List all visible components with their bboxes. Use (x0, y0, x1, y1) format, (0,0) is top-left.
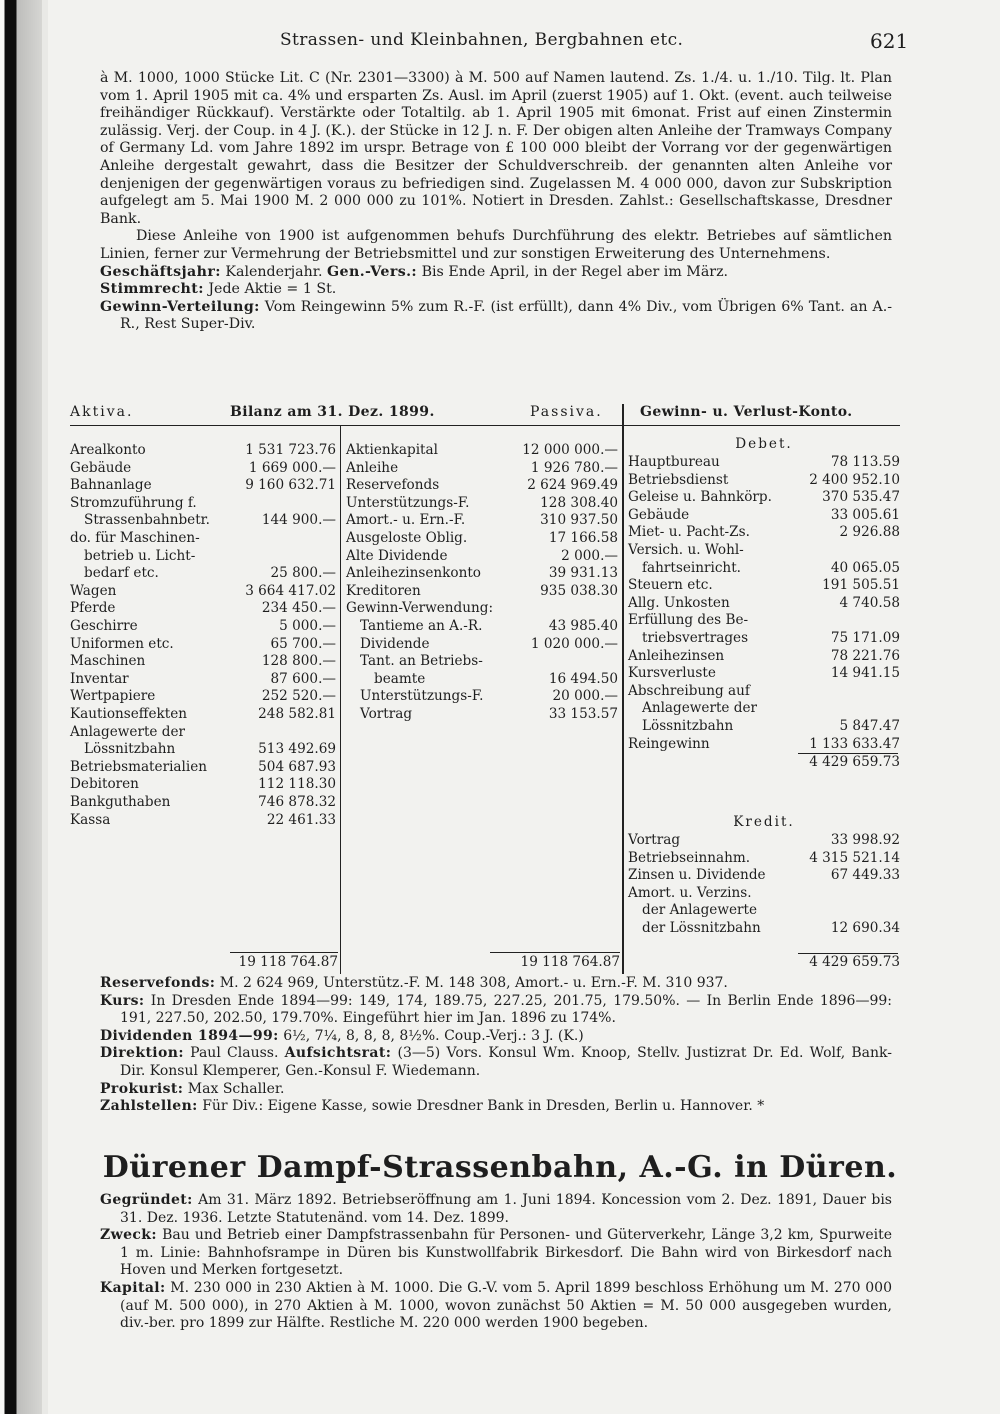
passiva-row (346, 548, 618, 565)
zahlstellen-entry (100, 1098, 892, 1116)
debet-row (628, 560, 900, 577)
aktiva-value: 248 582.81 (258, 706, 336, 722)
passiva-label: Vortrag (360, 706, 413, 722)
company-title: Dürener Dampf-Strassenbahn, A.-G. in Düren. (102, 1150, 898, 1185)
kurs-text: In Dresden Ende 1894—99: 149, 174, 189.75, 227.25, 201.75, 179.50%. — In Berlin Ende 1896—99: 191, 227.50, 202.50, 179.70%. Eingeführt hier im Jan. 1896 zu 174%. (120, 992, 892, 1027)
debet-value: 2 400 952.10 (809, 471, 900, 488)
passiva-label: Alte Dividende (346, 547, 448, 564)
debet-label: Reingewinn (628, 735, 710, 752)
passiva-label: Anleihezinsenkonto (346, 565, 481, 582)
aktiva-row (70, 653, 336, 670)
passiva-label: Kreditoren (346, 582, 421, 599)
aktiva-label: bedarf etc. (84, 565, 159, 582)
kapital-entry (100, 1280, 892, 1333)
aktiva-label: Kassa (70, 811, 111, 828)
debet-value: 370 535.47 (822, 489, 900, 506)
gv-divider (622, 404, 624, 974)
debet-row (628, 595, 900, 612)
aktiva-row (70, 512, 336, 529)
kredit-row (628, 850, 900, 867)
debet-row (628, 718, 900, 735)
debet-label: Erfüllung des Be- (628, 612, 749, 629)
debet-row (628, 542, 900, 559)
kapital-text: M. 230 000 in 230 Aktien à M. 1000. Die G.-V. vom 5. April 1899 beschloss Erhöhung um M. 270 000 (auf M. 500 000), in 270 Aktien à M. 1000, wovon zunächst 50 Aktien = M. 50 000 ausgegeben wurden, div.-ber. pro 1899 zur Hälfte. Restliche M. 220 000 werden 1900 begeben. (120, 1279, 892, 1332)
debet-label: Kursverluste (628, 665, 716, 682)
kredit-value: 67 449.33 (830, 867, 900, 884)
company-section (100, 1192, 892, 1333)
aktiva-label: betrieb u. Licht- (84, 547, 196, 564)
scan-margin (0, 0, 42, 1414)
passiva-total-row (346, 954, 620, 971)
gegruendet-entry (100, 1192, 892, 1227)
passiva-label: Unterstützungs-F. (360, 688, 484, 705)
prokurist-label: Prokurist: (100, 1080, 184, 1097)
aktiva-row (70, 442, 336, 459)
debet-value: 1 133 633.47 (809, 735, 900, 752)
debet-total: 4 429 659.73 (809, 754, 900, 771)
aktiva-label: Kautionseffekten (70, 706, 187, 722)
passiva-row (346, 460, 618, 477)
anleihe-paragraph: à M. 1000, 1000 Stücke Lit. C (Nr. 2301—3300) à M. 500 auf Namen lautend. Zs. 1./4. u. 1./10. Tilg. lt. Plan vom 1. April 1905 mit ca. 4% und ersparten Zs. Ausl. im April (zuerst 1905) auf 1. Okt. (event. auch teilweise freihändiger Rückkauf). Verstärkte oder Totaltilg. ab 1. April 1905 mit 6monat. Frist auf einen Zinstermin zulässig. Verj. der Coup. in 4 J. (K.). der Stücke in 12 J. n. F. Der obigen alten Anleihe der Tramways Company of Germany Ld. vom Jahre 1892 im urspr. Betrage von £ 100 000 bleibt der Vorrang vor der gegenwärtigen Anleihe dergestalt gewahrt, dass die Besitzer der Schuldverschreib. der genannten alten Anleihe vor denjenigen der gegenwärtigen voraus zu befriedigen sind. Zugelassen M. 4 000 000, davon zur Subskription aufgelegt am 5. Mai 1900 M. 2 000 000 zu 101%. Notiert in Dresden. Zahlst.: Gesellschaftskasse, Dresdner Bank. (100, 70, 892, 227)
aktiva-label: Inventar (70, 670, 129, 687)
aktiva-row (70, 600, 336, 617)
aktiva-label: Gebäude (70, 459, 132, 476)
passiva-label: Ausgeloste Oblig. (346, 530, 468, 546)
aktiva-row (70, 495, 336, 512)
debet-row (628, 665, 900, 682)
kredit-label: Zinsen u. Dividende (628, 867, 766, 884)
aufsichtsrat-label: Aufsichtsrat: (284, 1045, 392, 1062)
aktiva-sum-rule (230, 952, 338, 953)
passiva-label: Amort.- u. Ern.-F. (346, 512, 466, 529)
aktiva-row (70, 706, 336, 723)
genvers-text: Bis Ende April, in der Regel aber im März. (421, 263, 729, 280)
debet-row (628, 507, 900, 524)
aktiva-label: do. für Maschinen- (70, 530, 200, 546)
aktiva-label: Maschinen (70, 653, 146, 670)
genvers-label: Gen.-Vers.: (327, 263, 418, 280)
kurs-entry (100, 993, 892, 1028)
anleihe-purpose-paragraph: Diese Anleihe von 1900 ist aufgenommen behufs Durchführung des elektr. Betriebes auf sämtlichen Linien, ferner zur Vermehrung der Betriebsmittel und zur sonstigen Erweiterung des Unternehmens. (100, 228, 892, 262)
passiva-row (346, 653, 618, 670)
aktiva-label: Bankguthaben (70, 794, 171, 810)
direktion-text: Paul Clauss. (190, 1045, 279, 1062)
gegruendet-label: Gegründet: (100, 1192, 193, 1208)
aktiva-label: Debitoren (70, 776, 139, 793)
aktiva-value: 144 900.— (261, 512, 336, 529)
kredit-label: der Anlagewerte (642, 902, 758, 919)
kredit-value: 12 690.34 (830, 920, 900, 936)
aktiva-label: Lössnitzbahn (84, 741, 176, 758)
passiva-heading: Passiva. (530, 404, 603, 420)
aktiva-value: 5 000.— (279, 618, 336, 634)
debet-value: 75 171.09 (830, 630, 900, 646)
aktiva-value: 9 160 632.71 (245, 477, 336, 494)
geschaeftsjahr-entry (100, 264, 892, 282)
debet-heading: Debet. (735, 436, 793, 452)
debet-value: 33 005.61 (830, 506, 900, 523)
kredit-row (628, 867, 900, 884)
debet-label: Geleise u. Bahnkörp. (628, 489, 772, 506)
debet-row (628, 577, 900, 594)
aktiva-value: 746 878.32 (258, 794, 336, 810)
passiva-value: 1 020 000.— (530, 635, 618, 652)
debet-row (628, 648, 900, 665)
dividenden-entry (100, 1028, 892, 1046)
debet-label: Allg. Unkosten (628, 594, 730, 611)
aktiva-value: 65 700.— (270, 635, 336, 652)
kredit-value: 33 998.92 (830, 832, 900, 848)
passiva-row (346, 671, 618, 688)
passiva-row (346, 442, 618, 459)
page-number: 621 (870, 29, 909, 53)
aktiva-value: 25 800.— (270, 565, 336, 582)
stimmrecht-text: Jede Aktie = 1 St. (208, 281, 337, 298)
kurs-label: Kurs: (100, 992, 145, 1009)
passiva-label: Dividende (360, 635, 430, 652)
dividenden-text: 6½, 7¼, 8, 8, 8, 8½%. Coup.-Verj.: 3 J. (K.) (283, 1027, 584, 1044)
debet-row (628, 524, 900, 541)
bilanz-title: Bilanz am 31. Dez. 1899. (230, 404, 435, 420)
aktiva-label: Stromzuführung f. (70, 494, 197, 511)
passiva-row (346, 618, 618, 635)
debet-label: Abschreibung auf (628, 682, 750, 699)
direktion-label: Direktion: (100, 1045, 184, 1062)
aktiva-row (70, 759, 336, 776)
debet-row (628, 472, 900, 489)
geschaeftsjahr-text: Kalenderjahr. (225, 263, 323, 280)
aktiva-label: Bahnanlage (70, 477, 152, 494)
aktiva-row (70, 812, 336, 829)
debet-value: 2 926.88 (839, 524, 900, 541)
kredit-row (628, 885, 900, 902)
aktiva-row (70, 671, 336, 688)
debet-value: 14 941.15 (830, 665, 900, 682)
balance-table (70, 404, 900, 970)
passiva-value: 17 166.58 (548, 530, 618, 546)
aktiva-row (70, 724, 336, 741)
reserve-text: M. 2 624 969, Unterstütz.-F. M. 148 308, Amort.- u. Ern.-F. M. 310 937. (219, 975, 728, 991)
aktiva-row (70, 548, 336, 565)
aktiva-value: 87 600.— (270, 670, 336, 687)
debet-label: Anleihezinsen (628, 647, 725, 664)
aktiva-value: 22 461.33 (266, 811, 336, 828)
aktiva-row (70, 565, 336, 582)
passiva-row (346, 565, 618, 582)
kredit-label: Amort. u. Verzins. (628, 884, 752, 901)
dividenden-label: Dividenden 1894—99: (100, 1027, 279, 1044)
passiva-total: 19 118 764.87 (520, 954, 620, 970)
aktiva-label: Wagen (70, 582, 117, 599)
passiva-value: 20 000.— (552, 688, 618, 705)
aktiva-value: 1 531 723.76 (245, 442, 336, 458)
kredit-label: der Lössnitzbahn (642, 920, 761, 936)
gegruendet-text: Am 31. März 1892. Betriebseröffnung am 1. Juni 1894. Koncession vom 2. Dez. 1891, Dauer bis 31. Dez. 1936. Letzte Statutenänd. vom 14. Dez. 1899. (120, 1192, 892, 1226)
aktiva-value: 513 492.69 (258, 741, 336, 758)
zweck-text: Bau und Betrieb einer Dampfstrassenbahn für Personen- und Güterverkehr, Länge 3,2 km, Spurweite 1 m. Linie: Bahnhofsrampe in Düren bis Kunstwollfabrik Birkesdorf. Die Bahn wird von Birkesdorf nach Hoven und Merken fortgesetzt. (120, 1227, 892, 1279)
aktiva-label: Geschirre (70, 618, 138, 634)
passiva-row (346, 512, 618, 529)
running-header: Strassen- und Kleinbahnen, Bergbahnen etc. (280, 30, 684, 50)
gewinn-entry (100, 299, 892, 334)
passiva-label: Gewinn-Verwendung: (346, 600, 494, 617)
aktiva-row (70, 741, 336, 758)
aktiva-label: Wertpapiere (70, 688, 156, 705)
aktiva-value: 128 800.— (261, 653, 336, 670)
debet-label: Lössnitzbahn (642, 718, 734, 734)
aktiva-label: Arealkonto (70, 442, 146, 458)
gv-title: Gewinn- u. Verlust-Konto. (640, 404, 853, 420)
kredit-value: 4 315 521.14 (809, 849, 900, 866)
kredit-row (628, 832, 900, 849)
debet-label: Hauptbureau (628, 454, 720, 470)
reserve-label: Reservefonds: (100, 975, 216, 991)
kredit-row (628, 902, 900, 919)
debet-label: Miet- u. Pacht-Zs. (628, 524, 750, 541)
aktiva-row (70, 794, 336, 811)
passiva-row (346, 706, 618, 723)
passiva-value: 128 308.40 (540, 494, 618, 511)
debet-row (628, 489, 900, 506)
debet-value: 5 847.47 (839, 718, 900, 734)
aktiva-row (70, 636, 336, 653)
zweck-entry (100, 1227, 892, 1280)
passiva-row (346, 530, 618, 547)
aktiva-label: Betriebsmaterialien (70, 758, 208, 775)
passiva-value: 935 038.30 (540, 582, 618, 599)
passiva-label: Aktienkapital (346, 442, 438, 458)
footer-entries (100, 975, 892, 1116)
debet-value: 78 113.59 (830, 454, 900, 470)
aktiva-value: 504 687.93 (258, 758, 336, 775)
aktiva-row (70, 583, 336, 600)
aktiva-row (70, 618, 336, 635)
aktiva-total-row (70, 954, 338, 971)
passiva-value: 2 624 969.49 (527, 477, 618, 494)
aktiva-row (70, 460, 336, 477)
gewinn-text: Vom Reingewinn 5% zum R.-F. (ist erfüllt), dann 4% Div., vom Übrigen 6% Tant. an A.-R., Rest Super-Div. (120, 298, 892, 333)
aktiva-label: Strassenbahnbetr. (84, 512, 210, 529)
aufsichtsrat-text: (3—5) Vors. Konsul Wm. Knoop, Stellv. Justizrat Dr. Ed. Wolf, Bank-Dir. Konsul Klemperer, Gen.-Konsul F. Wiedemann. (120, 1045, 893, 1079)
passiva-row (346, 636, 618, 653)
passiva-row (346, 600, 618, 617)
passiva-label: beamte (374, 670, 426, 687)
debet-label: Versich. u. Wohl- (628, 542, 744, 558)
aktiva-passiva-divider (340, 426, 341, 974)
debet-row (628, 612, 900, 629)
debet-label: triebsvertrages (642, 630, 749, 646)
debet-row (628, 454, 900, 471)
geschaeftsjahr-label: Geschäftsjahr: (100, 263, 221, 280)
debet-label: Anlagewerte der (642, 700, 758, 717)
kredit-heading: Kredit. (733, 814, 795, 830)
debet-row (628, 630, 900, 647)
aktiva-row (70, 776, 336, 793)
aktiva-row (70, 477, 336, 494)
kredit-label: Vortrag (628, 832, 681, 848)
passiva-value: 12 000 000.— (522, 442, 618, 458)
prokurist-entry (100, 1081, 892, 1099)
passiva-value: 33 153.57 (548, 706, 618, 722)
reserve-entry (100, 975, 892, 993)
debet-value: 4 740.58 (839, 594, 900, 611)
aktiva-label: Uniformen etc. (70, 635, 174, 652)
passiva-value: 39 931.13 (548, 565, 618, 582)
aktiva-value: 3 664 417.02 (245, 582, 336, 599)
passiva-row (346, 495, 618, 512)
zahlstellen-text: Für Div.: Eigene Kasse, sowie Dresdner Bank in Dresden, Berlin u. Hannover. * (202, 1098, 765, 1115)
aktiva-row (70, 530, 336, 547)
passiva-label: Tant. an Betriebs- (360, 653, 483, 670)
zahlstellen-label: Zahlstellen: (100, 1098, 198, 1115)
passiva-row (346, 583, 618, 600)
aktiva-value: 252 520.— (261, 688, 336, 705)
aktiva-total: 19 118 764.87 (238, 954, 338, 970)
debet-label: Gebäude (628, 506, 690, 523)
debet-label: fahrtseinricht. (642, 559, 741, 576)
zweck-label: Zweck: (100, 1227, 157, 1244)
aktiva-heading: Aktiva. (70, 404, 134, 420)
debet-row (628, 683, 900, 700)
passiva-value: 2 000.— (561, 547, 618, 564)
debet-label: Steuern etc. (628, 577, 713, 594)
kredit-row (628, 920, 900, 937)
prokurist-text: Max Schaller. (187, 1080, 285, 1097)
passiva-label: Reservefonds (346, 477, 440, 494)
aktiva-label: Pferde (70, 600, 116, 617)
debet-value: 78 221.76 (830, 647, 900, 664)
gewinn-label: Gewinn-Verteilung: (100, 298, 260, 315)
passiva-label: Unterstützungs-F. (346, 494, 470, 511)
passiva-label: Anleihe (346, 459, 399, 476)
intro-section (100, 70, 892, 334)
kapital-label: Kapital: (100, 1279, 166, 1296)
debet-row (628, 700, 900, 717)
kredit-total: 4 429 659.73 (809, 954, 900, 970)
kredit-label: Betriebseinnahm. (628, 849, 751, 866)
aktiva-label: Anlagewerte der (70, 723, 186, 740)
debet-value: 40 065.05 (830, 559, 900, 576)
debet-value: 191 505.51 (822, 577, 900, 594)
stimmrecht-label: Stimmrecht: (100, 281, 204, 298)
passiva-value: 16 494.50 (548, 670, 618, 687)
passiva-row (346, 688, 618, 705)
aktiva-value: 1 669 000.— (248, 459, 336, 476)
passiva-row (346, 477, 618, 494)
stimmrecht-entry (100, 281, 892, 299)
debet-row (628, 736, 900, 753)
passiva-value: 310 937.50 (540, 512, 618, 529)
passiva-value: 43 985.40 (548, 618, 618, 634)
passiva-value: 1 926 780.— (530, 459, 618, 476)
aktiva-row (70, 688, 336, 705)
passiva-sum-rule (490, 952, 620, 953)
passiva-label: Tantieme an A.-R. (360, 618, 483, 634)
direktion-entry (100, 1045, 892, 1080)
debet-label: Betriebsdienst (628, 471, 729, 488)
aktiva-value: 234 450.— (261, 600, 336, 617)
aktiva-value: 112 118.30 (258, 776, 336, 793)
table-top-rule (70, 425, 900, 426)
